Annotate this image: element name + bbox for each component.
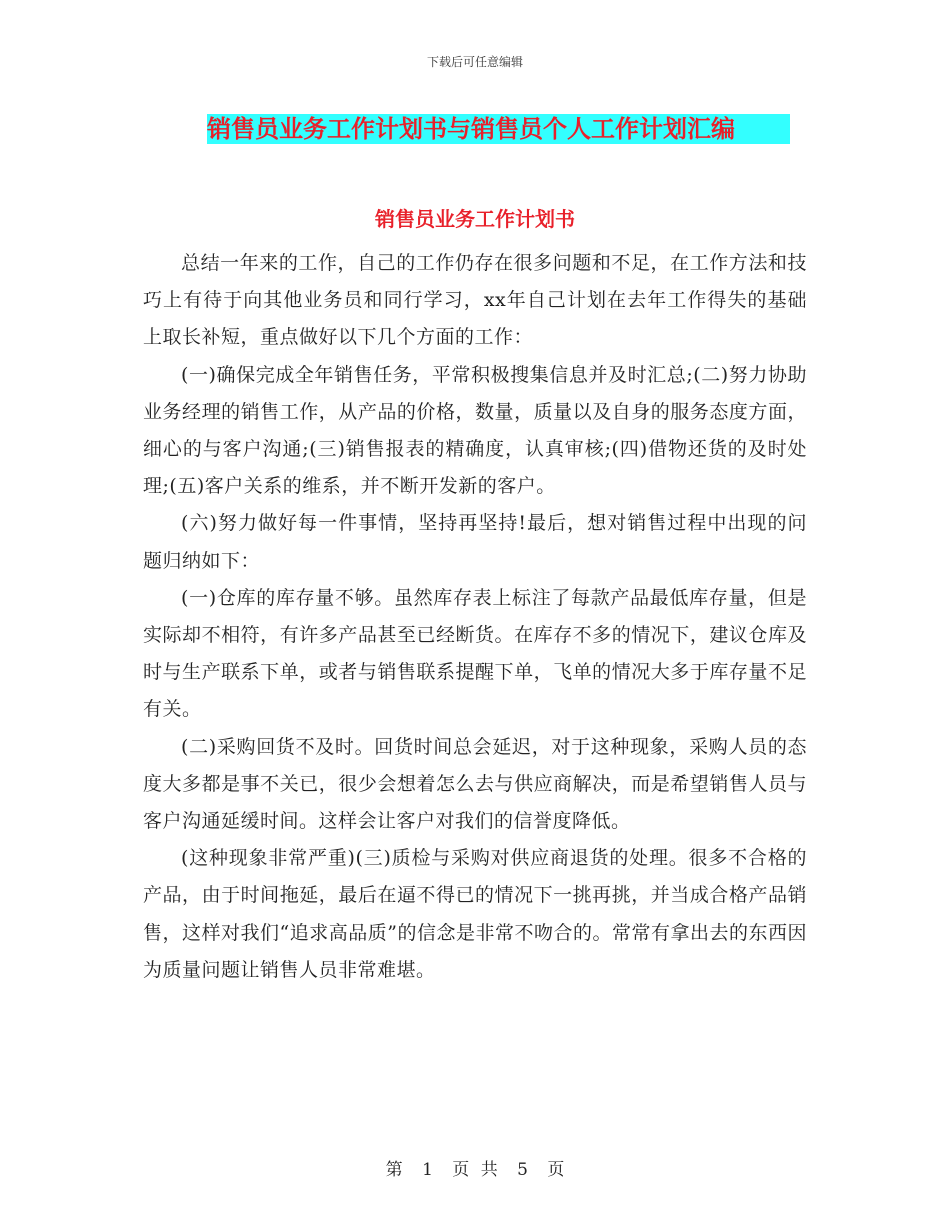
paragraph: 总结一年来的工作，自己的工作仍存在很多问题和不足，在工作方法和技巧上有待于向其他业务员和同行学习，xx年自己计划在去年工作得失的基础上取长补短，重点做好以下几个方面的工作： [143,252,807,349]
footer-prefix: 第 [385,1160,403,1180]
paragraph: (二)采购回货不及时。回货时间总会延迟，对于这种现象，采购人员的态度大多都是事不关已，很少会想着怎么去与供应商解决，而是希望销售人员与客户沟通延缓时间。这样会让客户对我们的信誉度降低。 [143,735,807,833]
paragraph: (这种现象非常严重)(三)质检与采购对供应商退货的处理。很多不合格的产品，由于时间拖延，最后在逼不得已的情况下一挑再挑，并当成合格产品销售，这样对我们“追求高品质”的信念是非常不吻合的。常常有拿出去的东西因为质量问题让销售人员非常难堪。 [143,847,807,981]
footer-middle: 页 共 [452,1160,498,1180]
footer-total-pages: 5 [517,1160,528,1180]
footer-suffix: 页 [547,1160,565,1180]
page-footer [0,1155,950,1180]
document-body [143,245,807,989]
header-note: 下载后可任意编辑 [426,55,523,69]
main-title-highlight [207,114,790,144]
paragraph: (六)努力做好每一件事情，坚持再坚持!最后，想对销售过程中出现的问题归纳如下： [143,512,807,572]
main-title: 销售员业务工作计划书与销售员个人工作计划汇编 [207,115,735,143]
paragraph: (一)确保完成全年销售任务，平常积极搜集信息并及时汇总;(二)努力协助业务经理的销售工作，从产品的价格，数量，质量以及自身的服务态度方面，细心的与客户沟通;(三)销售报表的精确度，认真审核;(四)借物还货的及时处理;(五)客户关系的维系，并不断开发新的客户。 [143,363,807,498]
footer-page-number: 1 [422,1160,433,1180]
paragraph: (一)仓库的库存量不够。虽然库存表上标注了每款产品最低库存量，但是实际却不相符，有许多产品甚至已经断货。在库存不多的情况下，建议仓库及时与生产联系下单，或者与销售联系提醒下单，飞单的情况大多于库存量不足有关。 [143,586,807,721]
section-title: 销售员业务工作计划书 [375,207,575,231]
